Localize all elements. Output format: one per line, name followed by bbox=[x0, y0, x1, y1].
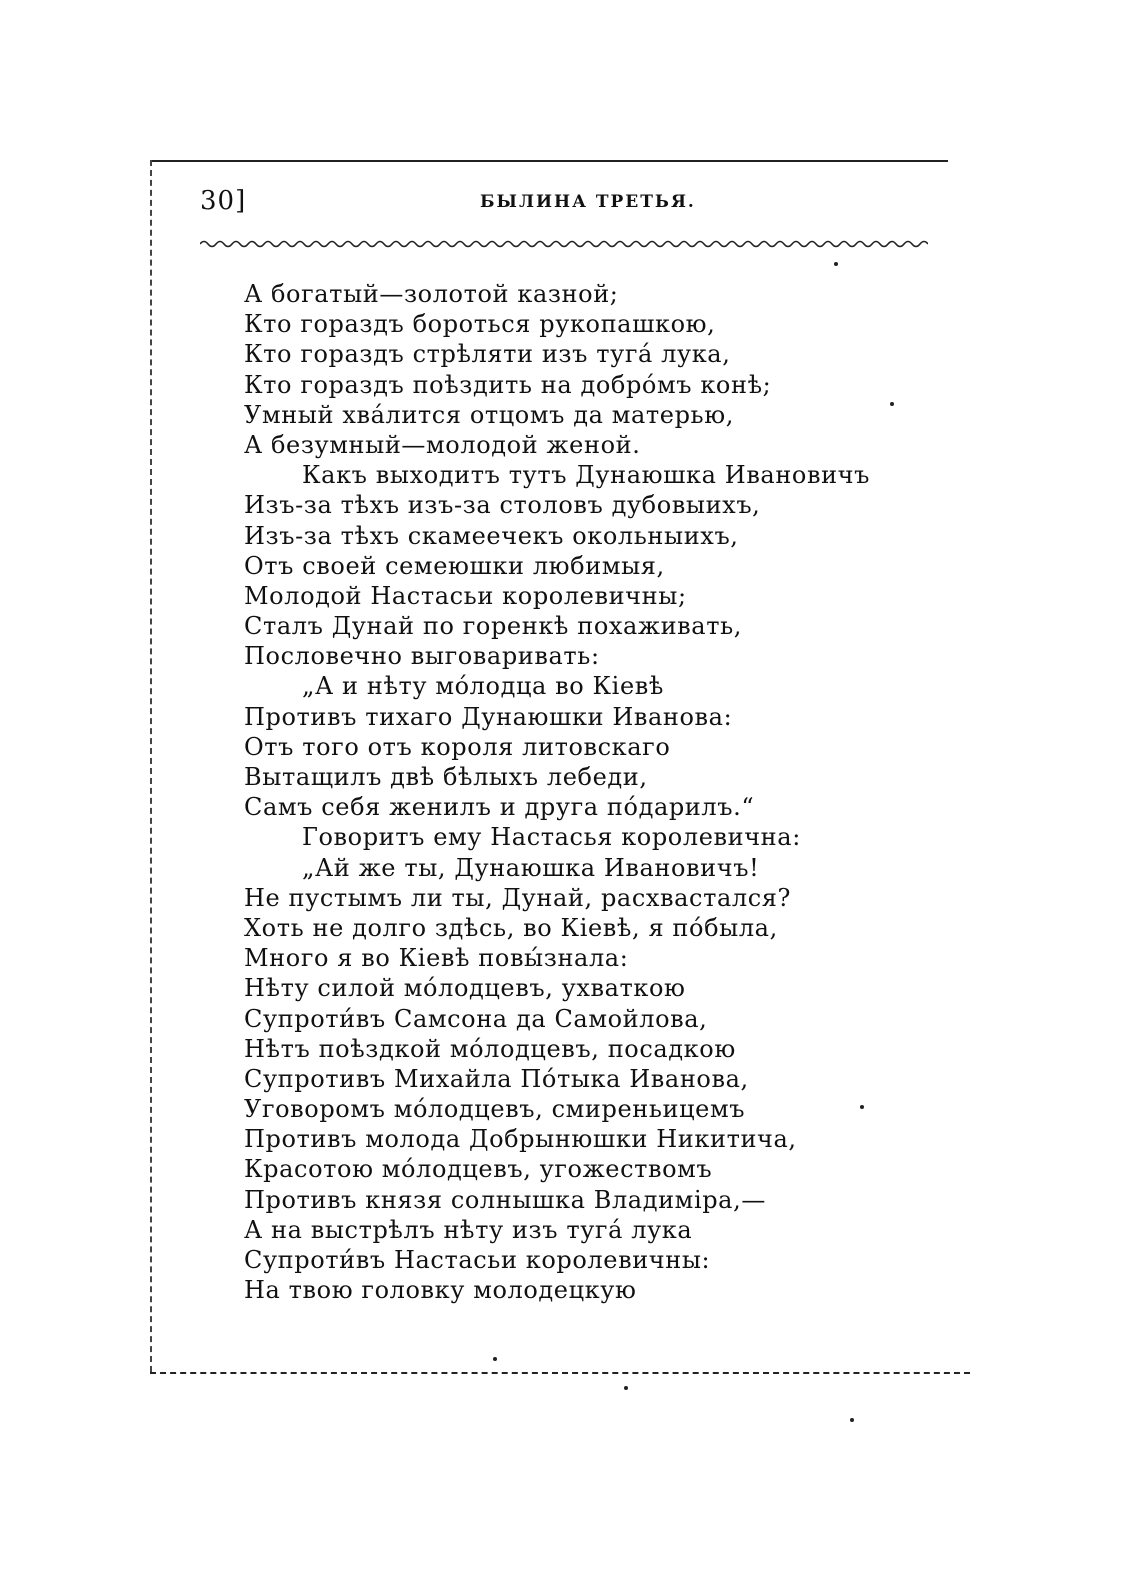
page-frame-left-rule bbox=[150, 160, 152, 1372]
verse-line: Умный хва́лится отцомъ да матерью, bbox=[244, 400, 734, 429]
verse-line: А богатый—золотой казной; bbox=[244, 280, 619, 308]
verse-line: Супротивъ Михайла По́тыка Иванова, bbox=[244, 1064, 749, 1093]
verse-line: Хоть не долго здѣсь, во Кіевѣ, я по́была, bbox=[244, 913, 778, 942]
verse-line: Противъ князя солнышка Владиміра,— bbox=[244, 1185, 766, 1214]
page-frame-top-rule bbox=[150, 160, 948, 162]
print-speck bbox=[624, 1386, 628, 1390]
wavy-ornamental-rule bbox=[200, 238, 928, 250]
page-number: 30] bbox=[200, 186, 247, 216]
verse-line: А безумный—молодой женой. bbox=[244, 430, 641, 459]
verse-line: Пословечно выговаривать: bbox=[244, 642, 600, 671]
verse-line: Кто гораздъ стрѣляти изъ туга́ лука, bbox=[244, 340, 731, 369]
print-speck bbox=[834, 262, 838, 266]
print-speck bbox=[890, 402, 894, 406]
verse-line: Супроти́въ Настасьи королевичны: bbox=[244, 1246, 711, 1274]
verse-text bbox=[244, 279, 1064, 1305]
print-speck bbox=[493, 1357, 497, 1361]
verse-line: „Ай же ты, Дунаюшка Ивановичъ! bbox=[302, 853, 760, 882]
verse-line: Супроти́въ Самсона да Самойлова, bbox=[244, 1004, 708, 1033]
verse-line: Какъ выходитъ тутъ Дунаюшка Ивановичъ bbox=[302, 461, 871, 490]
verse-line: Отъ своей семеюшки любимыя, bbox=[244, 551, 665, 580]
verse-line: „А и нѣту мо́лодца во Кіевѣ bbox=[302, 672, 664, 701]
verse-line: Много я во Кіевѣ повы́знала: bbox=[244, 944, 629, 973]
verse-line: Кто гораздъ поѣздить на добро́мъ конѣ; bbox=[244, 370, 772, 399]
verse-line: Отъ того отъ короля литовскаго bbox=[244, 732, 671, 761]
verse-line: Самъ себя женилъ и друга по́дарилъ.“ bbox=[244, 793, 755, 822]
verse-line: Изъ-за тѣхъ скамеечекъ окольныихъ, bbox=[244, 521, 739, 550]
verse-line: Нѣтъ поѣздкой мо́лодцевъ, посадкою bbox=[244, 1034, 736, 1063]
verse-line: Сталъ Дунай по горенкѣ похаживать, bbox=[244, 612, 742, 641]
verse-line: Молодой Настасьи королевичны; bbox=[244, 581, 687, 610]
verse-line: Противъ молода Добрынюшки Никитича, bbox=[244, 1125, 797, 1154]
verse-line: Нѣту силой мо́лодцевъ, ухваткою bbox=[244, 974, 686, 1003]
verse-line: Противъ тихаго Дунаюшки Иванова: bbox=[244, 702, 733, 731]
verse-line: Кто гораздъ бороться рукопашкою, bbox=[244, 310, 716, 339]
verse-line: Говоритъ ему Настасья королевична: bbox=[302, 823, 801, 852]
print-speck bbox=[850, 1418, 854, 1422]
verse-line: Красотою мо́лодцевъ, угожествомъ bbox=[244, 1155, 713, 1184]
page-frame-bottom-rule bbox=[150, 1372, 970, 1374]
verse-line: Уговоромъ мо́лодцевъ, смиреньицемъ bbox=[244, 1095, 746, 1124]
verse-line: А на выстрѣлъ нѣту изъ туга́ лука bbox=[244, 1215, 693, 1244]
verse-line: Изъ-за тѣхъ изъ-за столовъ дубовыихъ, bbox=[244, 491, 761, 520]
print-speck bbox=[860, 1105, 864, 1109]
verse-line: Вытащилъ двѣ бѣлыхъ лебеди, bbox=[244, 763, 648, 791]
verse-line: Не пустымъ ли ты, Дунай, расхвастался? bbox=[244, 883, 791, 912]
verse-line: На твою головку молодецкую bbox=[244, 1276, 637, 1305]
running-title: БЫЛИНА ТРЕТЬЯ. bbox=[480, 192, 696, 212]
